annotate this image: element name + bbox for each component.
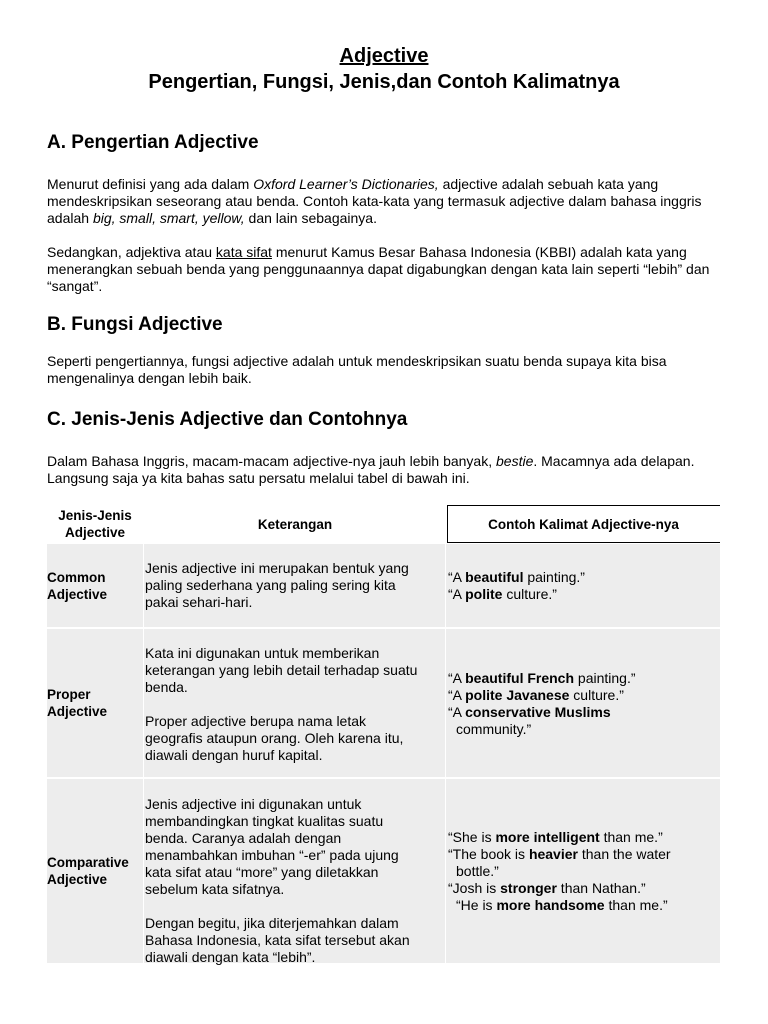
doc-title: Adjective xyxy=(339,45,429,67)
table-header-keterangan: Keterangan xyxy=(257,517,333,532)
row-desc-proper: Kata ini digunakan untuk memberikan keterangan yang lebih detail terhadap suatu benda. Proper adjective berupa nama letak geografis ataupun orang. Oleh karena itu, diawali dengan huruf kapital. xyxy=(145,645,418,763)
section-b-heading: B. Fungsi Adjective xyxy=(47,314,223,335)
table-header-jenis: Jenis-Jenis Adjective xyxy=(58,508,132,540)
section-c-heading: C. Jenis-Jenis Adjective dan Contohnya xyxy=(47,409,408,430)
row-examples-comparative: “She is more intelligent than me.” “The book is heavier than the water bottle.” “Josh is stronger than Nathan.” “He is more handsome than me.” xyxy=(448,829,671,913)
row-examples-proper: “A beautiful French painting.” “A polite Javanese culture.” “A conservative Muslims community.” xyxy=(448,670,636,737)
kata-sifat-link[interactable]: kata sifat xyxy=(215,244,272,260)
row-name-comparative: Comparative Adjective xyxy=(47,855,129,887)
table-header-contoh: Contoh Kalimat Adjective-nya xyxy=(488,517,679,532)
doc-subtitle: Pengertian, Fungsi, Jenis,dan Contoh Kalimatnya xyxy=(148,71,620,93)
section-c-paragraph-1: Dalam Bahasa Inggris, macam-macam adjective-nya jauh lebih banyak, bestie. Macamnya ada delapan. Langsung saja ya kita bahas satu persatu melalui tabel di bawah ini. xyxy=(47,453,695,486)
section-b-paragraph-1: Seperti pengertiannya, fungsi adjective adalah untuk mendeskripsikan suatu benda supaya kita bisa mengenalinya dengan lebih baik. xyxy=(47,353,667,386)
row-desc-comparative: Jenis adjective ini digunakan untuk membandingkan tingkat kualitas suatu benda. Caranya adalah dengan menambahkan imbuhan “-er” pada ujung kata sifat atau “more” yang diletakkan sebelum kata sifatnya. Dengan begitu, jika diterjemahkan dalam Bahasa Indonesia, kata sifat tersebut akan diawali dengan kata “lebih”. xyxy=(145,796,410,965)
column-divider xyxy=(143,544,144,963)
row-name-proper: Proper Adjective xyxy=(47,687,108,719)
row-name-common: Common Adjective xyxy=(47,570,108,602)
row-examples-common: “A beautiful painting.” “A polite culture.” xyxy=(448,569,585,602)
row-desc-common: Jenis adjective ini merupakan bentuk yang paling sederhana yang paling sering kita pakai sehari-hari. xyxy=(145,560,409,610)
section-a-heading: A. Pengertian Adjective xyxy=(47,132,259,153)
section-a-paragraph-1: Menurut definisi yang ada dalam Oxford Learner’s Dictionaries, adjective adalah sebuah kata yang mendeskripsikan seseorang atau benda. Contoh kata-kata yang termasuk adjective dalam bahasa inggris adalah big, small, smart, yellow, dan lain sebagainya. xyxy=(47,176,702,226)
section-a-paragraph-2: Sedangkan, adjektiva atau kata sifat menurut Kamus Besar Bahasa Indonesia (KBBI) adalah kata yang menerangkan sebuah benda yang penggunaannya dapat digabungkan dengan kata lain seperti “lebih” dan “sangat”. xyxy=(47,244,710,294)
column-divider xyxy=(445,544,446,963)
